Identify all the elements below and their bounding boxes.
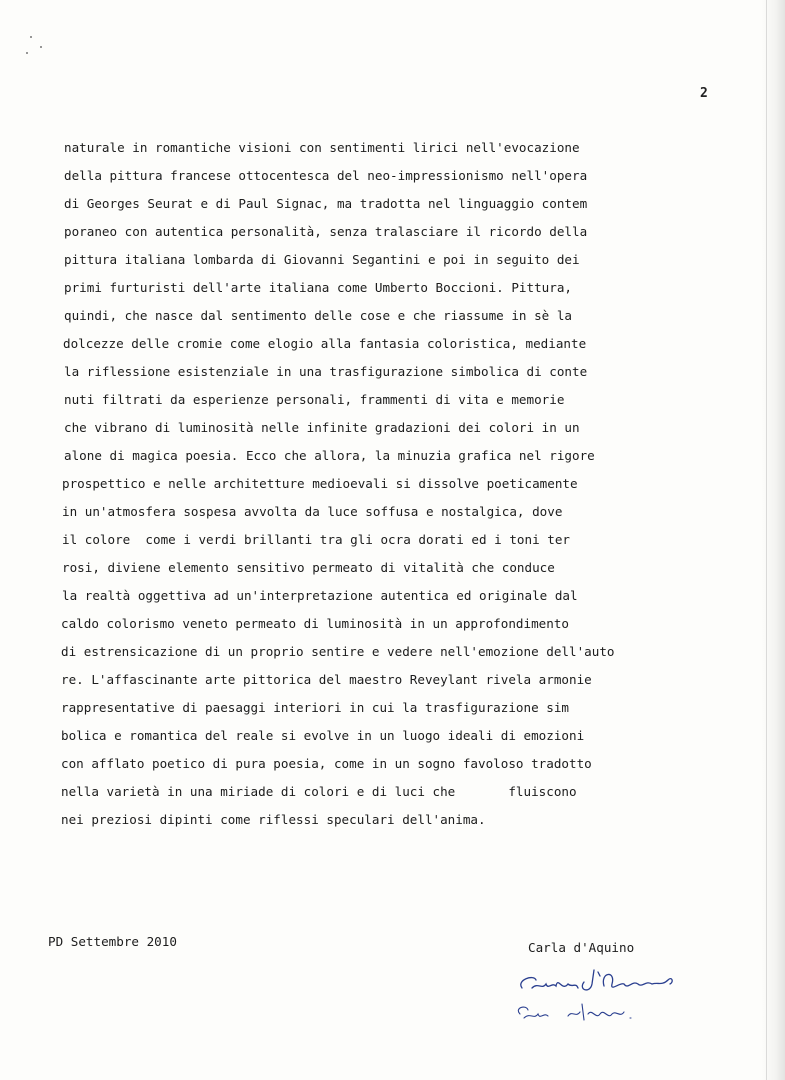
text-line: il colore come i verdi brillanti tra gli ocra dorati ed i toni ter (62, 532, 570, 547)
text-line: nella varietà in una miriade di colori e di luci che fluiscono (61, 784, 577, 799)
text-line: poraneo con autentica personalità, senza tralasciare il ricordo della (64, 224, 588, 239)
text-line: dolcezze delle cromie come elogio alla fantasia coloristica, mediante (63, 336, 587, 351)
handwritten-signature (512, 962, 692, 1032)
text-line: la realtà oggettiva ad un'interpretazione autentica ed originale dal (62, 588, 578, 603)
scan-speck (30, 36, 32, 38)
text-line: caldo colorismo veneto permeato di luminosità in un approfondimento (61, 616, 569, 631)
text-line: in un'atmosfera sospesa avvolta da luce soffusa e nostalgica, dove (62, 504, 563, 519)
text-line: che vibrano di luminosità nelle infinite gradazioni dei colori in un (64, 420, 580, 435)
text-line: la riflessione esistenziale in una trasfigurazione simbolica di conte (64, 364, 588, 379)
signature-stroke (521, 970, 672, 990)
text-line: della pittura francese ottocentesca del neo-impressionismo nell'opera (64, 168, 588, 183)
text-line: re. L'affascinante arte pittorica del maestro Reveylant rivela armonie (61, 672, 592, 687)
text-line: naturale in romantiche visioni con sentimenti lirici nell'evocazione (64, 140, 580, 155)
text-line: alone di magica poesia. Ecco che allora, la minuzia grafica nel rigore (64, 448, 595, 463)
text-line: rappresentative di paesaggi interiori in cui la trasfigurazione sim (61, 700, 569, 715)
signer-name: Carla d'Aquino (528, 940, 635, 955)
text-line: prospettico e nelle architetture medioevali si dissolve poeticamente (62, 476, 578, 491)
text-line: bolica e romantica del reale si evolve in un luogo ideali di emozioni (61, 728, 585, 743)
text-line: di Georges Seurat e di Paul Signac, ma tradotta nel linguaggio contem (64, 196, 588, 211)
place-date: PD Settembre 2010 (48, 934, 177, 949)
text-line: quindi, che nasce dal sentimento delle cose e che riassume in sè la (64, 308, 572, 323)
dedication-stroke (518, 1004, 631, 1020)
text-line: di estrensicazione di un proprio sentire e vedere nell'emozione dell'auto (61, 644, 615, 659)
text-line: nuti filtrati da esperienze personali, frammenti di vita e memorie (64, 392, 565, 407)
page-edge-shadow (761, 0, 785, 1080)
page-number: 2 (700, 86, 708, 101)
scan-speck (26, 52, 28, 54)
text-line: rosi, diviene elemento sensitivo permeato di vitalità che conduce (62, 560, 555, 575)
scan-speck (40, 46, 42, 48)
text-line: nei preziosi dipinti come riflessi speculari dell'anima. (61, 812, 486, 827)
page-edge-line (766, 0, 767, 1080)
text-line: primi furturisti dell'arte italiana come Umberto Boccioni. Pittura, (64, 280, 572, 295)
text-line: con afflato poetico di pura poesia, come in un sogno favoloso tradotto (61, 756, 592, 771)
text-line: pittura italiana lombarda di Giovanni Segantini e poi in seguito dei (64, 252, 580, 267)
